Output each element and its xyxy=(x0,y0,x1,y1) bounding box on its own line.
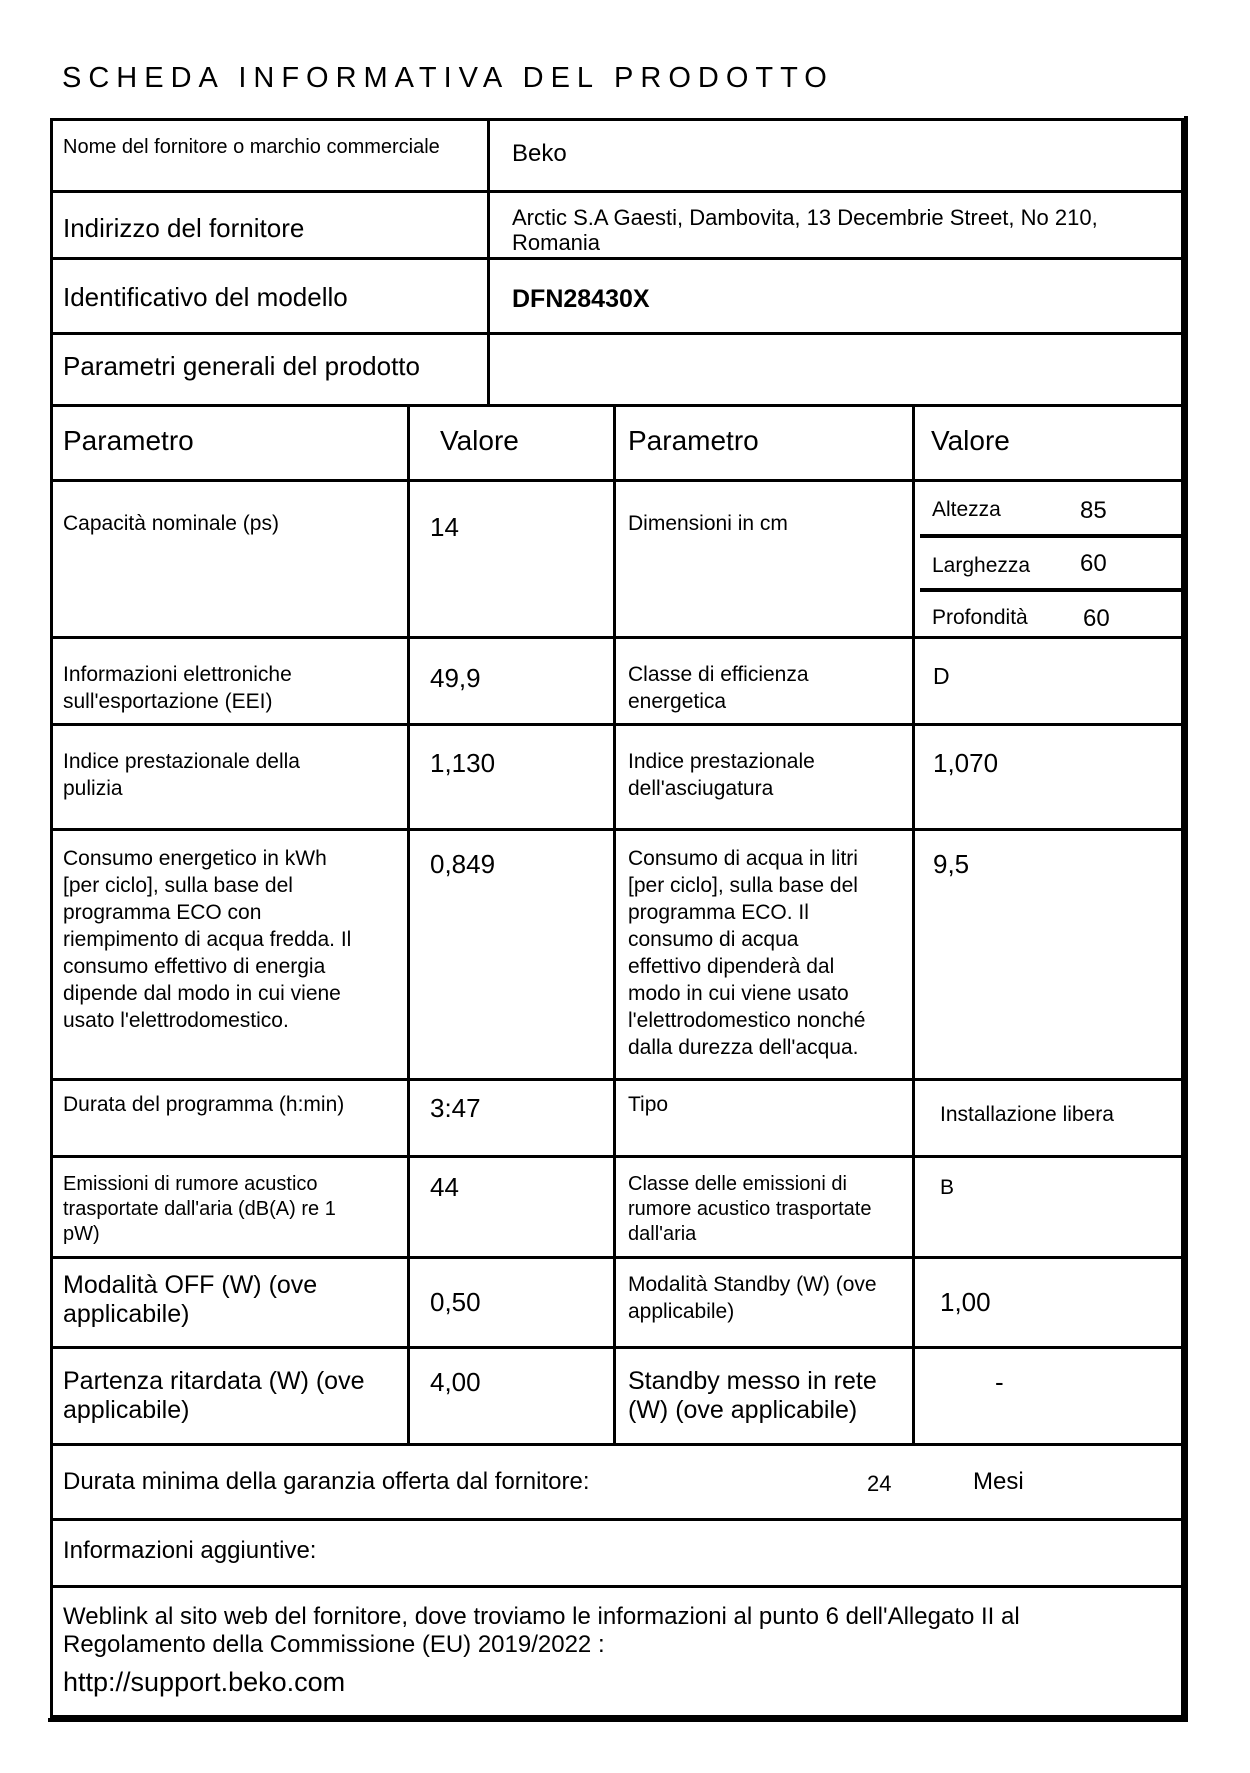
capacity-label: Capacità nominale (ps) xyxy=(63,512,279,535)
dimensions-label-cell xyxy=(613,479,915,639)
program-duration-value-cell xyxy=(407,1078,616,1158)
weblink-text-line1: Weblink al sito web del fornitore, dove troviamo le informazioni al punto 6 dell'Allegato II al xyxy=(63,1603,1020,1630)
cleaning-index-value: 1,130 xyxy=(430,748,496,778)
warranty-value: 24 xyxy=(867,1471,892,1496)
energy-consumption-line-5: consumo effettivo di energia xyxy=(63,955,326,978)
header-param-2: Parametro xyxy=(628,425,759,456)
type-label-cell xyxy=(613,1078,915,1158)
header-value-1-cell xyxy=(407,404,616,482)
delay-start-label-line1: Partenza ritardata (W) (ove xyxy=(63,1367,365,1395)
supplier-name-value-cell xyxy=(487,118,1184,193)
standby-value: 1,00 xyxy=(940,1287,991,1317)
drying-index-label-line2: dell'asciugatura xyxy=(628,777,774,800)
off-mode-label-line1: Modalità OFF (W) (ove xyxy=(63,1271,318,1299)
warranty-label: Durata minima della garanzia offerta dal fornitore: xyxy=(63,1468,590,1495)
noise-class-line-1: Classe delle emissioni di xyxy=(628,1173,847,1195)
energy-consumption-value-cell xyxy=(407,828,616,1081)
header-value-2: Valore xyxy=(931,425,1010,456)
drying-index-label-cell xyxy=(613,723,915,831)
general-params-label-cell xyxy=(50,332,490,407)
network-standby-value: - xyxy=(995,1367,1004,1397)
delay-start-label-line2: applicabile) xyxy=(63,1396,190,1424)
energy-consumption-line-7: usato l'elettrodomestico. xyxy=(63,1009,289,1032)
supplier-name-label-cell xyxy=(50,118,490,193)
program-duration-label-cell xyxy=(50,1078,410,1158)
supplier-address-label: Indirizzo del fornitore xyxy=(63,213,305,243)
supplier-address-label-cell xyxy=(50,190,490,260)
noise-class-line-3: dall'aria xyxy=(628,1223,697,1245)
cleaning-index-label-line2: pulizia xyxy=(63,777,123,800)
energy-class-label-line2: energetica xyxy=(628,690,727,713)
drying-index-label-line1: Indice prestazionale xyxy=(628,750,815,773)
dimensions-divider-2 xyxy=(920,588,1182,592)
water-consumption-line-8: dalla durezza dell'acqua. xyxy=(628,1036,859,1059)
water-consumption-value: 9,5 xyxy=(933,849,970,879)
delay-start-value: 4,00 xyxy=(430,1367,481,1397)
type-value-cell xyxy=(912,1078,1184,1158)
general-params-label: Parametri generali del prodotto xyxy=(63,351,420,381)
water-consumption-line-2: [per ciclo], sulla base del xyxy=(628,874,858,897)
model-label-cell xyxy=(50,257,490,335)
eei-value-cell xyxy=(407,636,616,726)
water-consumption-line-4: consumo di acqua xyxy=(628,928,799,951)
header-param-1: Parametro xyxy=(63,425,194,456)
cleaning-index-value-cell xyxy=(407,723,616,831)
energy-consumption-line-2: [per ciclo], sulla base del xyxy=(63,874,293,897)
header-param-1-cell xyxy=(50,404,410,482)
noise-emission-label-cell xyxy=(50,1155,410,1259)
supplier-address-line2: Romania xyxy=(512,230,601,255)
energy-class-value-cell xyxy=(912,636,1184,726)
standby-label-line1: Modalità Standby (W) (ove xyxy=(628,1273,877,1296)
type-label: Tipo xyxy=(628,1093,669,1116)
water-consumption-line-1: Consumo di acqua in litri xyxy=(628,847,858,870)
support-link[interactable]: http://support.beko.com xyxy=(63,1667,346,1697)
weblink-text-line2: Regolamento della Commissione (EU) 2019/2022 : xyxy=(63,1631,605,1658)
energy-consumption-line-3: programma ECO con xyxy=(63,901,262,924)
noise-emission-line-3: pW) xyxy=(63,1223,100,1245)
type-value: Installazione libera xyxy=(940,1103,1114,1126)
energy-consumption-line-4: riempimento di acqua fredda. Il xyxy=(63,928,352,951)
width-label: Larghezza xyxy=(932,554,1031,577)
supplier-name-value: Beko xyxy=(512,140,567,167)
energy-consumption-value: 0,849 xyxy=(430,849,496,879)
network-standby-label-line1: Standby messo in rete xyxy=(628,1367,877,1395)
supplier-address-line1: Arctic S.A Gaesti, Dambovita, 13 Decembrie Street, No 210, xyxy=(512,205,1098,230)
depth-label: Profondità xyxy=(932,606,1028,629)
additional-info-label: Informazioni aggiuntive: xyxy=(63,1537,317,1564)
supplier-address-value-cell xyxy=(487,190,1184,260)
program-duration-value: 3:47 xyxy=(430,1093,481,1123)
network-standby-label-cell xyxy=(613,1346,915,1446)
dimensions-label: Dimensioni in cm xyxy=(628,512,788,535)
noise-class-value-cell xyxy=(912,1155,1184,1259)
noise-class-value: B xyxy=(940,1176,955,1199)
off-mode-value-cell xyxy=(407,1256,616,1349)
supplier-name-label: Nome del fornitore o marchio commerciale xyxy=(63,136,440,158)
delay-start-value-cell xyxy=(407,1346,616,1446)
program-duration-label: Durata del programma (h:min) xyxy=(63,1093,345,1116)
weblink-row xyxy=(50,1585,1184,1718)
delay-start-label-cell xyxy=(50,1346,410,1446)
width-value: 60 xyxy=(1080,550,1107,577)
model-label: Identificativo del modello xyxy=(63,282,348,312)
water-consumption-label-cell xyxy=(613,828,915,1081)
drying-index-value-cell xyxy=(912,723,1184,831)
header-value-2-cell xyxy=(912,404,1184,482)
standby-label-cell xyxy=(613,1256,915,1349)
height-value: 85 xyxy=(1080,497,1107,524)
noise-emission-line-2: trasportate dall'aria (dB(A) re 1 xyxy=(63,1198,336,1220)
energy-consumption-line-6: dipende dal modo in cui viene xyxy=(63,982,341,1005)
network-standby-value-cell xyxy=(912,1346,1184,1446)
eei-label-line2: sull'esportazione (EEI) xyxy=(63,690,273,713)
capacity-label-cell xyxy=(50,479,410,639)
off-mode-label-cell xyxy=(50,1256,410,1349)
energy-consumption-label-cell xyxy=(50,828,410,1081)
header-param-2-cell xyxy=(613,404,915,482)
capacity-value-cell xyxy=(407,479,616,639)
energy-class-label-line1: Classe di efficienza xyxy=(628,663,809,686)
noise-emission-line-1: Emissioni di rumore acustico xyxy=(63,1173,318,1195)
water-consumption-line-6: modo in cui viene usato xyxy=(628,982,849,1005)
general-params-value-cell xyxy=(487,332,1184,407)
model-value: DFN28430X xyxy=(512,285,650,313)
cleaning-index-label-cell xyxy=(50,723,410,831)
header-value-1: Valore xyxy=(440,425,519,456)
page-title: SCHEDA INFORMATIVA DEL PRODOTTO xyxy=(62,62,834,94)
eei-label-line1: Informazioni elettroniche xyxy=(63,663,292,686)
noise-class-line-2: rumore acustico trasportate xyxy=(628,1198,872,1220)
energy-consumption-line-1: Consumo energetico in kWh xyxy=(63,847,327,870)
water-consumption-line-5: effettivo dipenderà dal xyxy=(628,955,835,978)
off-mode-label-line2: applicabile) xyxy=(63,1300,190,1328)
noise-emission-value: 44 xyxy=(430,1172,459,1202)
standby-label-line2: applicabile) xyxy=(628,1300,735,1323)
standby-value-cell xyxy=(912,1256,1184,1349)
energy-class-label-cell xyxy=(613,636,915,726)
dimensions-divider-1 xyxy=(920,534,1182,538)
additional-info-row xyxy=(50,1518,1184,1588)
energy-class-value: D xyxy=(933,663,950,689)
warranty-row xyxy=(50,1443,1184,1521)
height-label: Altezza xyxy=(932,498,1001,521)
noise-emission-value-cell xyxy=(407,1155,616,1259)
cleaning-index-label-line1: Indice prestazionale della xyxy=(63,750,300,773)
model-value-cell xyxy=(487,257,1184,335)
water-consumption-value-cell xyxy=(912,828,1184,1081)
capacity-value: 14 xyxy=(430,512,459,542)
dimensions-value-cell xyxy=(912,479,1184,639)
water-consumption-line-7: l'elettrodomestico nonché xyxy=(628,1009,866,1032)
warranty-unit: Mesi xyxy=(973,1468,1024,1495)
eei-value: 49,9 xyxy=(430,663,481,693)
noise-class-label-cell xyxy=(613,1155,915,1259)
network-standby-label-line2: (W) (ove applicabile) xyxy=(628,1396,858,1424)
drying-index-value: 1,070 xyxy=(933,748,999,778)
off-mode-value: 0,50 xyxy=(430,1287,481,1317)
depth-value: 60 xyxy=(1083,605,1110,632)
water-consumption-line-3: programma ECO. Il xyxy=(628,901,809,924)
eei-label-cell xyxy=(50,636,410,726)
